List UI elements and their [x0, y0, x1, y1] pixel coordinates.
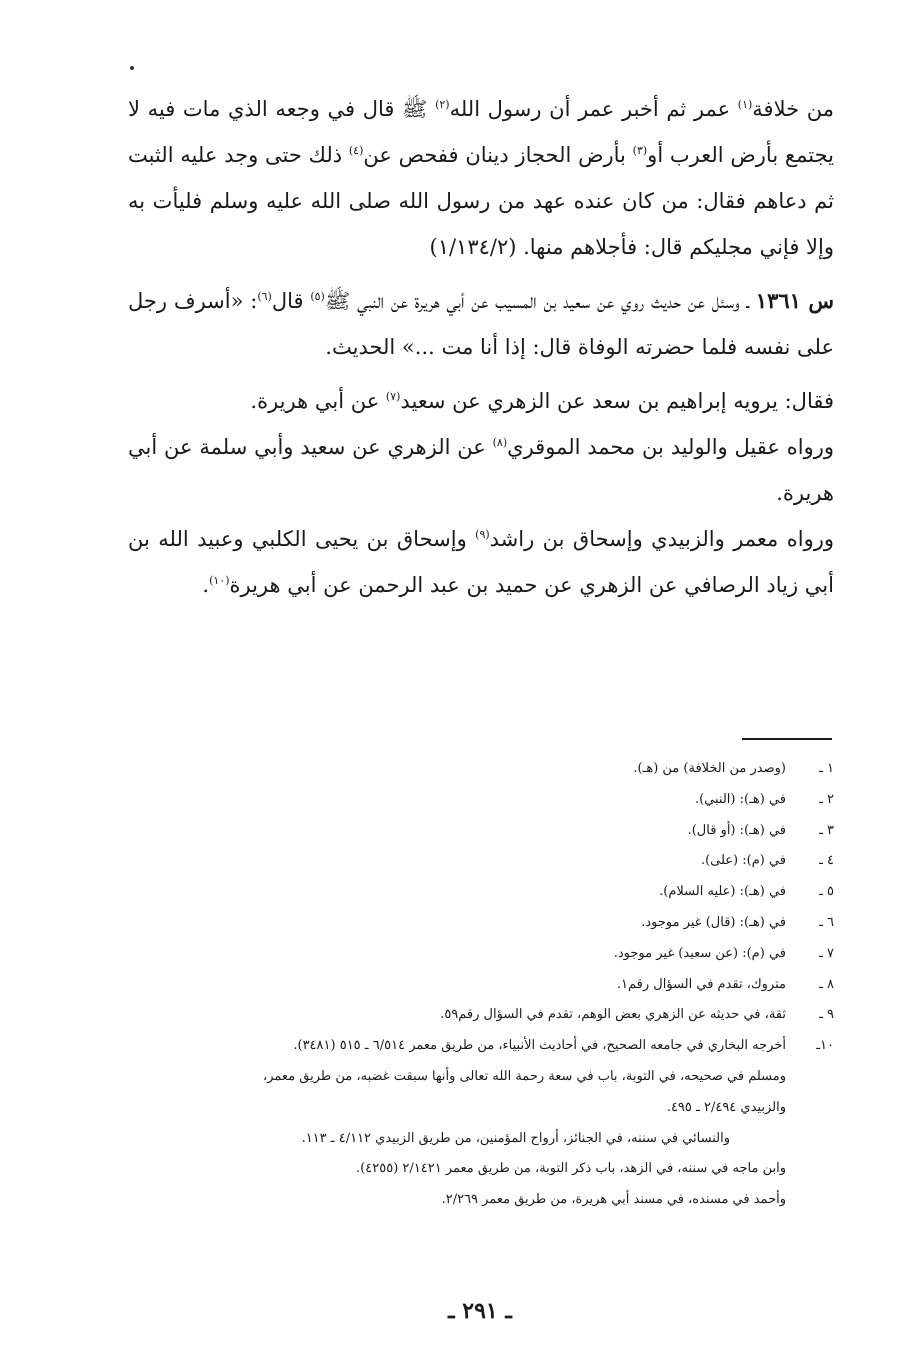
footnote-1 [100, 754, 834, 785]
footnote-text: في (هـ): (النبي). [694, 791, 786, 807]
footnote-ref[interactable]: (٥) [310, 290, 325, 303]
paragraph-1 [128, 86, 834, 270]
footnote-number: ٩ ـ [819, 1007, 834, 1023]
footnote-text: في (م): (عن سعيد) غير موجود. [613, 945, 786, 961]
text-run: ذلك حتى وجد عليه الثبت ثم دعاهم فقال: من كان عنده عهد من رسول الله صلى الله عليه وسلم فليأت به وإلا فإني مجليكم قال: فأجلاهم منها. (١/١٣٤/٢) [128, 143, 834, 259]
answer-paragraph [128, 378, 834, 424]
text-run: ورواه معمر والزبيدي وإسحاق بن راشد [489, 527, 834, 551]
footnote-number: ٥ ـ [819, 884, 834, 900]
footnote-10-continuation: والنسائي في سننه، في الجنائز، أرواح المؤمنين، من طريق الزبيدي ٤/١١٢ ـ ١١٣. [301, 1130, 730, 1146]
footnote-ref[interactable]: (١٠) [209, 574, 230, 587]
footnote-3 [100, 816, 834, 847]
footnote-number: ٨ ـ [819, 976, 834, 992]
footnote-text: (وصدر من الخلافة) من (هـ). [633, 761, 786, 776]
footnote-text: أخرجه البخاري في جامعه الصحيح، في أحاديث الأنبياء، من طريق معمر ٦/٥١٤ ـ ٥١٥ (٣٤٨١). [293, 1038, 786, 1054]
text-run: عن الزهري عن سعيد وأبي سلمة عن أبي هريرة. [128, 435, 834, 505]
text-run: ﷺ قال في وجعه الذي مات فيه لا يجتمع بأرض العرب أو [128, 97, 834, 167]
footnote-ref[interactable]: (١) [737, 98, 753, 111]
narration-paragraph [128, 516, 834, 608]
narration-paragraph [128, 424, 834, 516]
footnote-ref[interactable]: (٧) [385, 390, 401, 403]
text-run: من خلافة [752, 97, 834, 121]
footnote-ref[interactable]: (٤) [348, 144, 364, 157]
footnote-text: في (م): (على). [700, 853, 786, 869]
footnote-number: ٢ ـ [819, 791, 834, 807]
footnote-4 [100, 846, 834, 877]
footnote-number: ٦ ـ [819, 914, 834, 930]
footnote-text: في (هـ): (عليه السلام). [659, 884, 786, 900]
main-text [128, 86, 834, 608]
ink-speck [130, 66, 134, 70]
footnote-10-continuation: وابن ماجه في سننه، في الزهد، باب ذكر التوبة، من طريق معمر ٢/١٤٢١ (٤٢٥٥). [356, 1161, 786, 1177]
text-run: وإسحاق بن يحيى الكلبي وعبيد الله بن أبي زياد الرصافي عن الزهري عن حميد بن عبد الرحمن عن أبي هريرة [128, 527, 834, 597]
footnote-ref[interactable]: (٩) [475, 528, 490, 541]
footnote-10-continuation: ومسلم في صحيحه، في التوبة، باب في سعة رحمة الله تعالى وأنها سبقت غضبه، من طريق معمر، [263, 1068, 786, 1084]
text-run: عمر ثم أخبر عمر أن رسول الله [449, 97, 738, 121]
footnote-10-continuation: وأحمد في مسنده، في مسند أبي هريرة، من طريق معمر ٢/٢٦٩. [441, 1192, 786, 1208]
footnote-number: ١٠ـ [816, 1038, 834, 1054]
text-run: : «أسرف رجل على نفسه فلما حضرته الوفاة قال: إذا أنا مت ...» الحديث. [128, 289, 834, 359]
footnote-number: ١ ـ [819, 761, 834, 776]
footnotes [100, 754, 834, 1216]
footnote-number: ٤ ـ [819, 853, 834, 869]
page-number: ـ ٢٩١ ـ [448, 1298, 512, 1324]
footnote-6 [100, 908, 834, 939]
footnote-7 [100, 939, 834, 970]
footnote-10 [100, 1031, 834, 1062]
footnote-number: ٧ ـ [819, 945, 834, 961]
footnote-ref[interactable]: (٣) [632, 144, 648, 157]
text-run: ـ وسئل عن حديث روي عن سعيد بن المسيب عن أبي هريرة عن النبي ﷺ [324, 289, 756, 313]
text-run: ورواه عقيل والوليد بن محمد الموقري [507, 435, 834, 459]
question-number: س ١٣٦١ [755, 288, 834, 313]
footnote-divider [742, 738, 832, 740]
footnote-text: ثقة، في حديثه عن الزهري بعض الوهم، تقدم في السؤال رقم٥٩. [440, 1007, 786, 1023]
footnote-number: ٣ ـ [819, 822, 834, 838]
footnote-10-continuation: والزبيدي ٢/٤٩٤ ـ ٤٩٥. [666, 1099, 786, 1115]
footnote-text: في (هـ): (أو قال). [687, 822, 786, 838]
footnote-2 [100, 785, 834, 816]
footnote-ref[interactable]: (٨) [492, 436, 508, 449]
question-paragraph [128, 278, 834, 370]
footnote-ref[interactable]: (٦) [257, 290, 272, 303]
text-run: بأرض الحجاز دينان ففحص عن [363, 143, 633, 167]
text-run: قال [271, 289, 311, 313]
footnote-5 [100, 877, 834, 908]
footnote-9 [100, 1000, 834, 1031]
footnote-text: في (هـ): (قال) غير موجود. [641, 914, 786, 930]
text-run: عن أبي هريرة. [250, 389, 386, 413]
text-run: . [202, 573, 210, 597]
footnote-text: متروك، تقدم في السؤال رقم١. [616, 976, 786, 992]
footnote-8 [100, 970, 834, 1001]
text-run: فقال: يرويه إبراهيم بن سعد عن الزهري عن سعيد [400, 389, 834, 413]
footnote-ref[interactable]: (٢) [435, 98, 450, 111]
